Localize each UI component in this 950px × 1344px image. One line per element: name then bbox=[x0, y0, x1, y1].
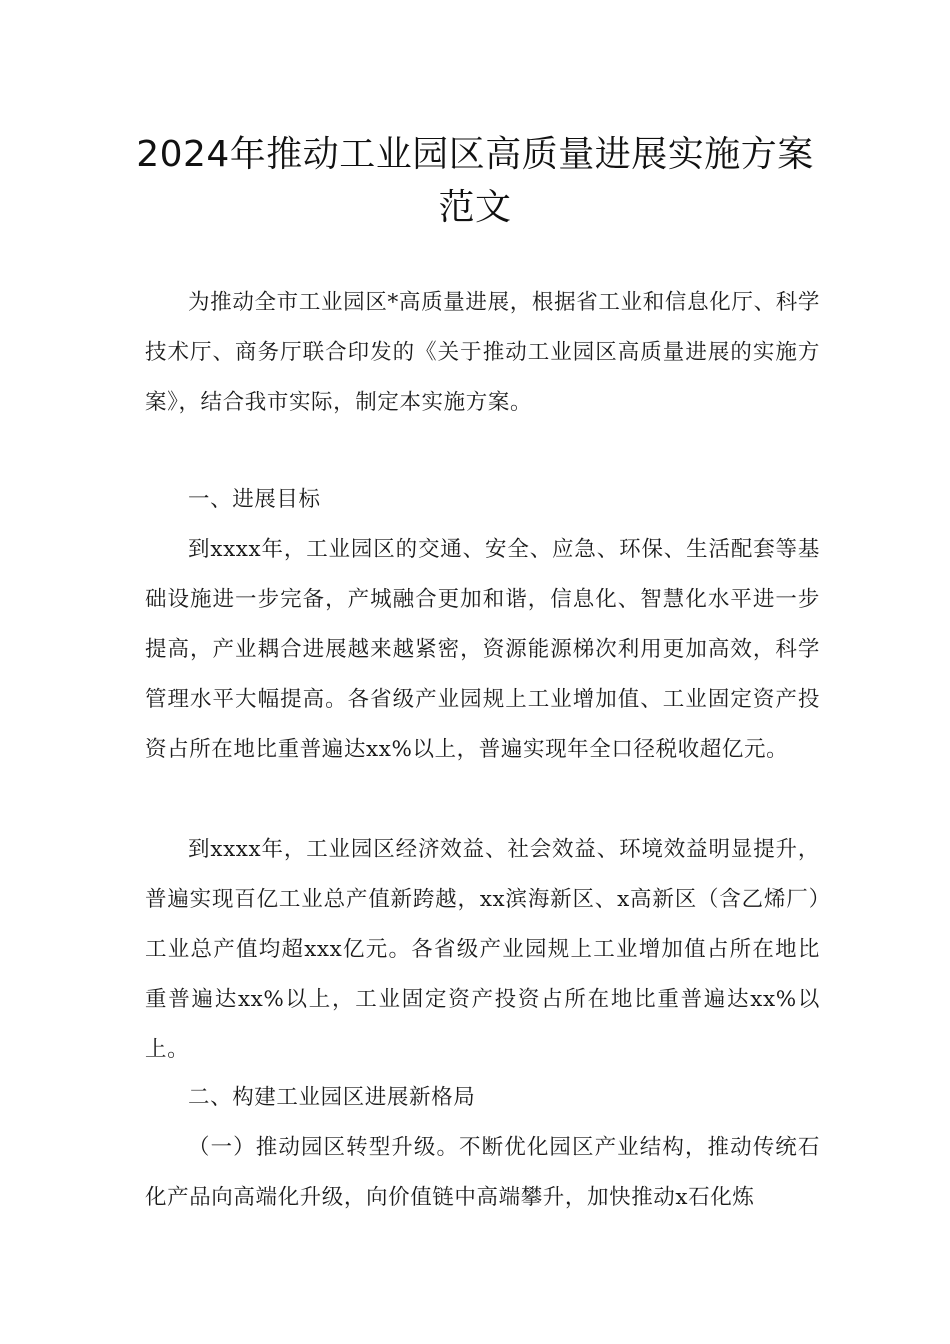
subsection-paragraph-1: （一）推动园区转型升级。不断优化园区产业结构，推动传统石化产品向高端化升级，向价值链中高端攀升，加快推动x石化炼 bbox=[145, 1135, 820, 1210]
goal-paragraph-2: 到xxxx年，工业园区经济效益、社会效益、环境效益明显提升，普遍实现百亿工业总产值新跨越，xx滨海新区、x高新区（含乙烯厂）工业总产值均超xxx亿元。各省级产业园规上工业增加值占所在地比重普遍达xx%以上，工业固定资产投资占所在地比重普遍达xx%以上。 bbox=[145, 837, 820, 1062]
section-heading-layout: 二、构建工业园区进展新格局 bbox=[188, 1085, 476, 1110]
goal-paragraph-1: 到xxxx年，工业园区的交通、安全、应急、环保、生活配套等基础设施进一步完备，产城融合更加和谐，信息化、智慧化水平进一步提高，产业耦合进展越来越紧密，资源能源梯次利用更加高效，科学管理水平大幅提高。各省级产业园规上工业增加值、工业固定资产投资占所在地比重普遍达xx%以上，普遍实现年全口径税收超亿元。 bbox=[145, 537, 820, 762]
section-heading-goals: 一、进展目标 bbox=[188, 487, 321, 512]
intro-paragraph: 为推动全市工业园区*高质量进展，根据省工业和信息化厅、科学技术厅、商务厅联合印发的《关于推动工业园区高质量进展的实施方案》，结合我市实际，制定本实施方案。 bbox=[145, 290, 820, 415]
document-title: 2024年推动工业园区高质量进展实施方案范文 bbox=[136, 134, 814, 228]
